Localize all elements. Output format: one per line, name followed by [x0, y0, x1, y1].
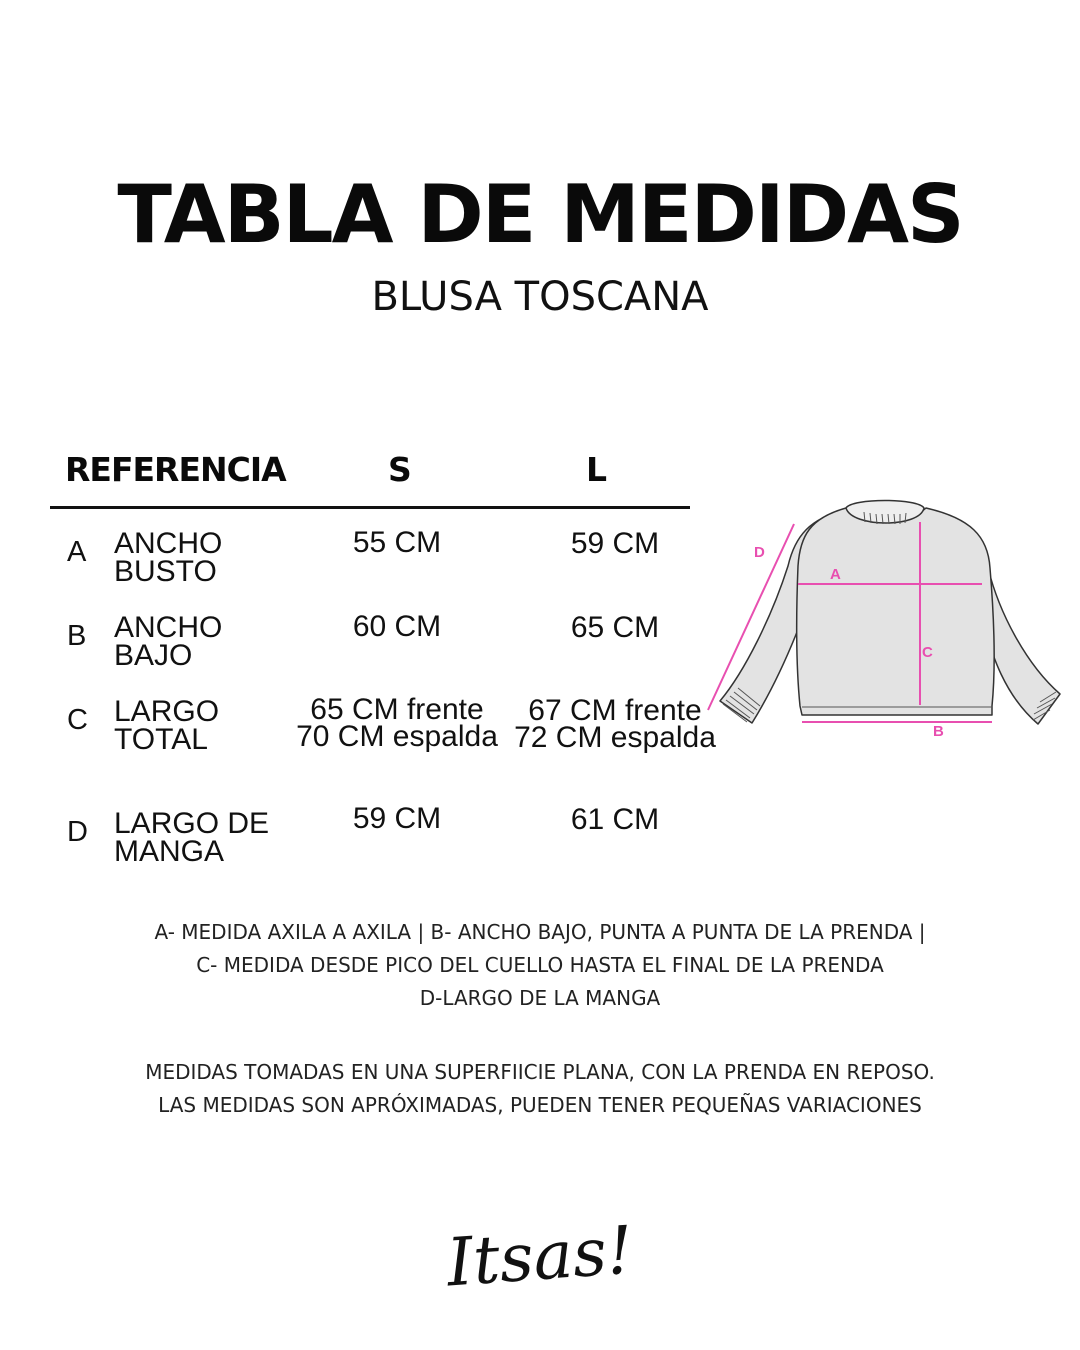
label-d: D: [754, 544, 765, 561]
row-b-letter: B: [67, 620, 87, 652]
row-b-size-l-line1: 65 CM: [570, 611, 660, 644]
row-d-label-line2: MANGA: [114, 835, 225, 868]
row-a-label-line1: ANCHO: [114, 527, 223, 560]
row-c-letter: C: [67, 704, 88, 736]
page-title: TABLA DE MEDIDAS: [117, 168, 963, 261]
notes-line-1: A- MEDIDA AXILA A AXILA | B- ANCHO BAJO, PUNTA A PUNTA DE LA PRENDA |: [154, 920, 926, 944]
row-c-size-s-line2: 70 CM espalda: [296, 720, 498, 753]
row-a-label-line2: BUSTO: [114, 555, 217, 588]
row-c-size-l-line1: 67 CM frente: [528, 694, 702, 727]
row-c-label: [114, 695, 294, 756]
row-a-label: [114, 527, 294, 588]
row-b-size-s-line1: 60 CM: [352, 610, 442, 643]
disclaimer-notes: [40, 1056, 1040, 1122]
sweater-illustration: [720, 501, 1060, 725]
measurement-notes: [40, 916, 1040, 1015]
notes-line-2: C- MEDIDA DESDE PICO DEL CUELLO HASTA EL FINAL DE LA PRENDA: [196, 953, 884, 977]
row-a-size-s-line1: 55 CM: [352, 526, 442, 559]
row-b-size-l: [508, 611, 722, 644]
notes-line-5: LAS MEDIDAS SON APRÓXIMADAS, PUEDEN TENER PEQUEÑAS VARIACIONES: [158, 1093, 922, 1117]
notes-line-4: MEDIDAS TOMADAS EN UNA SUPERFIICIE PLANA, CON LA PRENDA EN REPOSO.: [145, 1060, 935, 1084]
header-reference: REFERENCIA: [65, 450, 286, 489]
sweater-body: [797, 508, 994, 715]
row-b-size-s: [290, 610, 504, 643]
row-a-letter: A: [67, 536, 87, 568]
row-b-label-line1: ANCHO: [114, 611, 223, 644]
header-size-l: L: [586, 450, 607, 489]
row-d-letter: D: [67, 816, 88, 848]
notes-line-3: D-LARGO DE LA MANGA: [419, 986, 661, 1010]
row-c-size-l: [508, 694, 722, 754]
row-d-label-line1: LARGO DE: [114, 807, 270, 840]
row-d-size-l: [508, 803, 722, 836]
row-b-label: [114, 611, 294, 672]
row-a-size-l-line1: 59 CM: [570, 527, 660, 560]
row-a-size-l: [508, 527, 722, 560]
row-c-size-s-line1: 65 CM frente: [310, 693, 484, 726]
header-size-s: S: [388, 450, 411, 489]
row-c-label-line1: LARGO: [114, 695, 220, 728]
row-c-size-l-line2: 72 CM espalda: [514, 721, 716, 754]
row-c-label-line2: TOTAL: [114, 723, 208, 756]
row-d-size-s-line1: 59 CM: [352, 802, 442, 835]
label-a: A: [830, 566, 841, 583]
row-d-size-s: [290, 802, 504, 835]
row-d-label: [114, 807, 294, 868]
page-subtitle: BLUSA TOSCANA: [371, 274, 709, 320]
row-a-size-s: [290, 526, 504, 559]
label-b: B: [933, 723, 944, 740]
header-divider: [50, 506, 690, 509]
sweater-diagram: [700, 496, 1070, 746]
brand-signature: Itsas!: [444, 1211, 636, 1302]
row-d-size-l-line1: 61 CM: [570, 803, 660, 836]
row-b-label-line2: BAJO: [114, 639, 193, 672]
row-c-size-s: [290, 693, 504, 753]
label-c: C: [922, 644, 933, 661]
